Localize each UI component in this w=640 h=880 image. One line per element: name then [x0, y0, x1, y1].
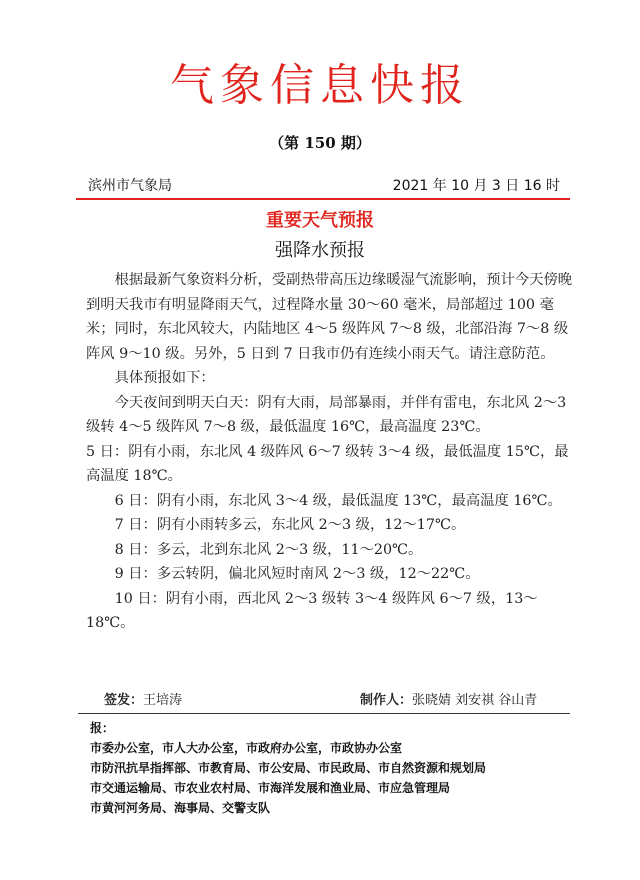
masthead-title: 气象信息快报 — [170, 60, 470, 111]
makers-label: 制作人： — [360, 693, 413, 708]
forecast-body — [86, 268, 574, 636]
issuer-row — [88, 175, 560, 195]
sub-title: 强降水预报 — [275, 240, 365, 261]
details-heading: 具体预报如下： — [114, 370, 215, 386]
distribution-label: 报： — [90, 721, 115, 735]
distribution-line: 市黄河河务局、海事局、交警支队 — [90, 801, 271, 815]
forecast-day-5: 5 日：阴有小雨，东北风 4 级阵风 6～7 级转 3～4 级，最低温度 15℃，最高温度 18℃。 — [86, 443, 569, 484]
forecast-tonight: 今天夜间到明天白天：阴有大雨，局部暴雨，并伴有雷电，东北风 2～3 级转 4～5 级阵风 7～8 级，最低温度 16℃，最高温度 23℃。 — [86, 394, 567, 435]
black-divider — [78, 713, 570, 714]
forecast-day-8: 8 日：多云，北到东北风 2～3 级，11～20℃。 — [114, 541, 423, 558]
distribution-line: 市防汛抗旱指挥部、市教育局、市公安局、市民政局、市自然资源和规划局 — [90, 761, 487, 775]
approver-name: 王培涛 — [143, 693, 183, 708]
red-divider — [76, 198, 570, 200]
intro-paragraph: 根据最新气象资料分析，受副热带高压边缘暖湿气流影响，预计今天傍晚到明天我市有明显降雨天气，过程降水量 30～60 毫米，局部超过 100 毫米；同时，东北风较大，内陆地区 4～5 级阵风 7～8 级，北部沿海 7～8 级阵风 9～10 级。另外，5 日到 7 日我市仍有连续小雨天气。请注意防范。 — [86, 272, 573, 362]
distribution-line: 市委办公室，市人大办公室，市政府办公室，市政协办公室 — [90, 741, 403, 755]
issue-number: （第 150 期） — [269, 134, 371, 152]
approver-label: 签发： — [104, 693, 144, 708]
forecast-day-6: 6 日：阴有小雨，东北风 3～4 级，最低温度 13℃，最高温度 16℃。 — [114, 492, 562, 509]
forecast-day-7: 7 日：阴有小雨转多云，东北风 2～3 级，12～17℃。 — [114, 517, 466, 533]
forecast-day-10: 10 日：阴有小雨，西北风 2～3 级转 3～4 级阵风 6～7 级，13～18℃。 — [86, 590, 538, 631]
distribution-list — [90, 718, 570, 818]
issue-datetime: 2021 年 10 月 3 日 16 时 — [392, 178, 560, 194]
issuer-name: 滨州市气象局 — [88, 178, 172, 194]
main-title: 重要天气预报 — [266, 210, 374, 231]
distribution-line: 市交通运输局、市农业农村局、市海洋发展和渔业局、市应急管理局 — [90, 781, 451, 795]
forecast-day-9: 9 日：多云转阴，偏北风短时南风 2～3 级，12～22℃。 — [114, 566, 480, 582]
makers-names: 张晓婧 刘安祺 谷山青 — [412, 693, 538, 708]
